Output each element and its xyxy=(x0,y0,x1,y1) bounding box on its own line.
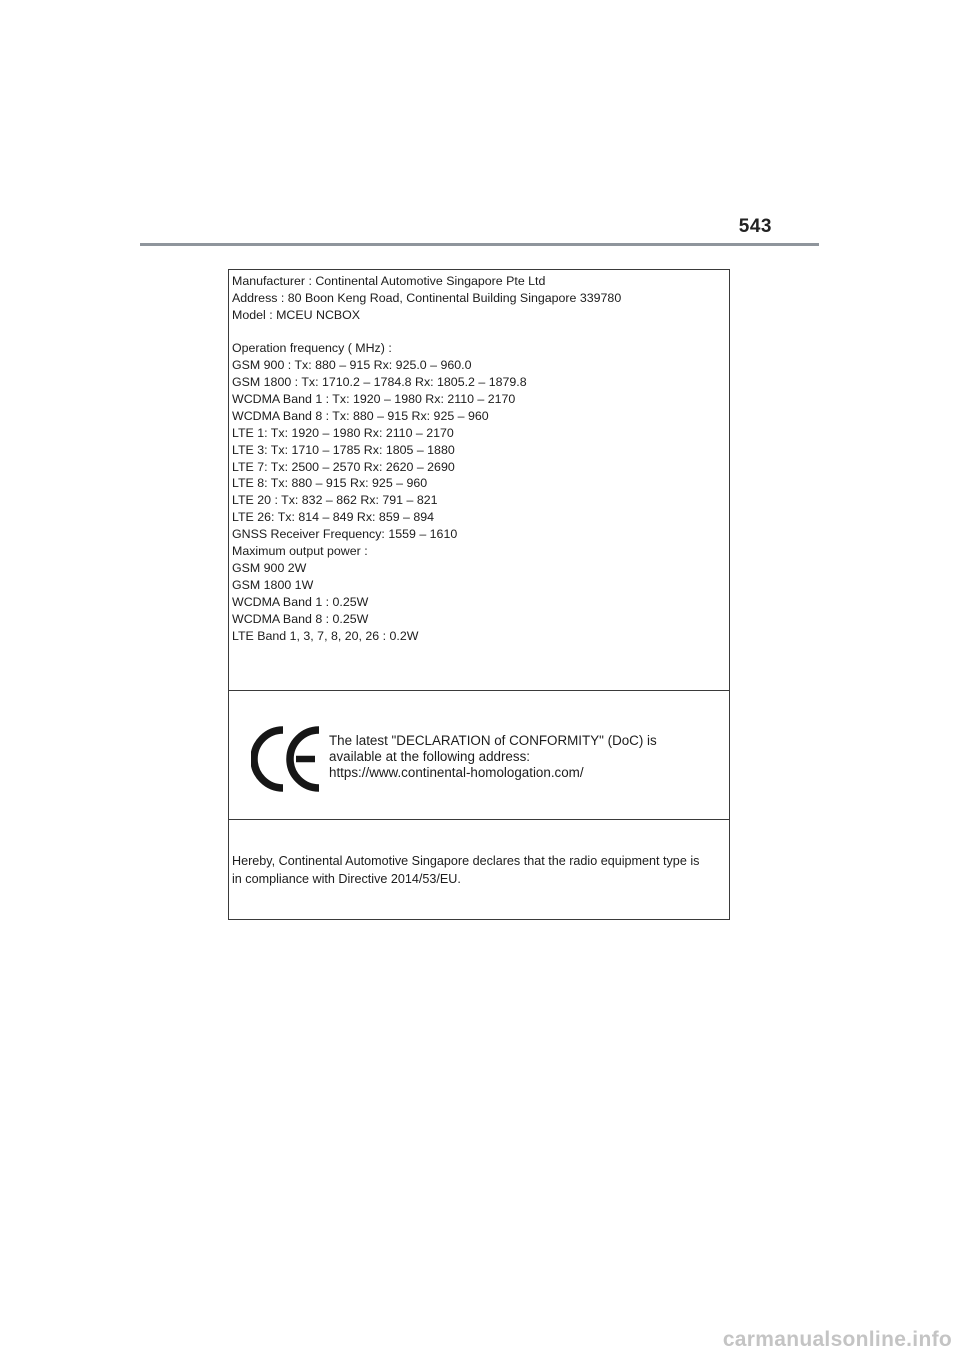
spec-line-wcdma-band8: WCDMA Band 8 : Tx: 880 – 915 Rx: 925 – 960 xyxy=(232,408,489,423)
model-line: Model : MCEU NCBOX xyxy=(232,307,361,322)
declaration-line: Hereby, Continental Automotive Singapore declares that the radio equipment type is xyxy=(232,854,700,868)
power-line-gsm900: GSM 900 2W xyxy=(232,561,307,575)
watermark: carmanualsonline.info xyxy=(722,1328,952,1351)
spec-line-lte1: LTE 1: Tx: 1920 – 1980 Rx: 2110 – 2170 xyxy=(232,425,454,440)
spec-line-lte26: LTE 26: Tx: 814 – 849 Rx: 859 – 894 xyxy=(232,510,435,525)
homologation-url: https://www.continental-homologation.com/ xyxy=(329,765,584,781)
conformity-section xyxy=(229,691,729,820)
spec-line-lte7: LTE 7: Tx: 2500 – 2570 Rx: 2620 – 2690 xyxy=(232,459,455,474)
specifications-section xyxy=(229,270,729,691)
spec-line-wcdma-band1: WCDMA Band 1 : Tx: 1920 – 1980 Rx: 2110 – 2170 xyxy=(232,391,516,406)
power-line-wcdma-band8: WCDMA Band 8 : 0.25W xyxy=(232,611,369,626)
power-line-lte: LTE Band 1, 3, 7, 8, 20, 26 : 0.2W xyxy=(232,628,419,643)
spec-line-lte3: LTE 3: Tx: 1710 – 1785 Rx: 1805 – 1880 xyxy=(232,442,455,457)
doc-line: The latest "DECLARATION of CONFORMITY" (DoC) is xyxy=(329,733,657,748)
power-line-wcdma-band1: WCDMA Band 1 : 0.25W xyxy=(232,594,369,609)
power-line-gsm1800: GSM 1800 1W xyxy=(232,577,314,592)
doc-line: available at the following address: xyxy=(329,749,530,765)
spacer xyxy=(232,324,729,341)
frequency-heading: Operation frequency ( MHz) : xyxy=(232,341,392,356)
spec-line-lte20: LTE 20 : Tx: 832 – 862 Rx: 791 – 821 xyxy=(232,493,438,508)
spec-line-gsm1800: GSM 1800 : Tx: 1710.2 – 1784.8 Rx: 1805.2 – 1879.8 xyxy=(232,375,527,390)
spec-line-gsm900: GSM 900 : Tx: 880 – 915 Rx: 925.0 – 960.0 xyxy=(232,358,472,373)
directive-declaration-section xyxy=(229,820,729,919)
ce-mark-icon xyxy=(251,724,323,794)
header-rule xyxy=(140,243,819,246)
address-line: Address : 80 Boon Keng Road, Continental Building Singapore 339780 xyxy=(232,290,622,305)
declaration-line: in compliance with Directive 2014/53/EU. xyxy=(232,871,461,886)
power-heading: Maximum output power : xyxy=(232,544,368,559)
declaration-of-conformity-text xyxy=(329,733,657,782)
spec-line-lte8: LTE 8: Tx: 880 – 915 Rx: 925 – 960 xyxy=(232,476,428,491)
regulatory-label-box xyxy=(228,269,730,920)
spec-line-gnss: GNSS Receiver Frequency: 1559 – 1610 xyxy=(232,527,458,542)
page-number: 543 xyxy=(738,216,772,237)
manufacturer-line: Manufacturer : Continental Automotive Singapore Pte Ltd xyxy=(232,274,546,288)
